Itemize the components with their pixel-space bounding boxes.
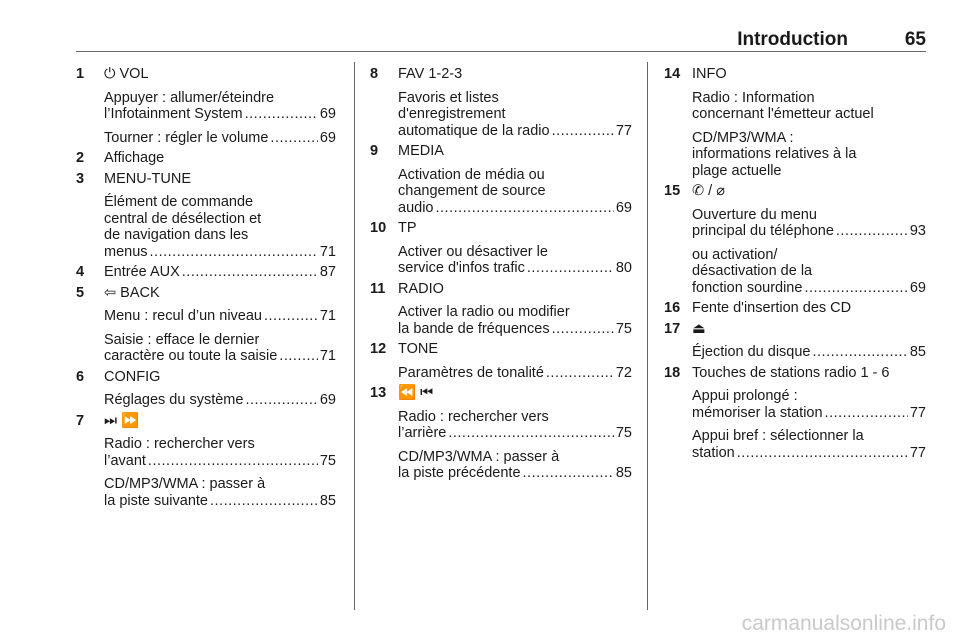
legend-entry — [664, 365, 926, 462]
description-text: mémoriser la station — [692, 404, 823, 421]
entry-description — [104, 436, 336, 469]
column-divider-1 — [354, 62, 355, 610]
description-toc-line — [398, 200, 632, 217]
description-toc-line — [692, 223, 926, 240]
entry-heading-text: Entrée AUX — [104, 264, 180, 280]
entry-description — [692, 130, 926, 180]
entry-heading: CONFIG — [104, 368, 161, 385]
description-text: audio — [398, 199, 434, 216]
description-text: fonction sourdine — [692, 279, 803, 296]
dot-leader — [435, 200, 613, 217]
entry-number: 7 — [76, 412, 85, 429]
description-line: Ouverture du menu — [692, 206, 817, 223]
entry-description — [692, 388, 926, 421]
description-text: la piste suivante — [104, 492, 208, 509]
entry-number: 9 — [370, 143, 379, 159]
description-text: Paramètres de tonalité — [398, 364, 544, 381]
description-text: la piste précédente — [398, 465, 521, 481]
page-reference: 71 — [319, 243, 336, 260]
page-reference: 85 — [319, 492, 336, 509]
page-reference: 69 — [909, 279, 926, 296]
entry-description — [692, 90, 926, 123]
description-line: Appui bref : sélectionner la — [692, 428, 864, 444]
page-reference: 75 — [615, 320, 632, 337]
description-line: ou activation/ — [692, 246, 778, 263]
dot-leader — [270, 130, 317, 147]
entry-description — [104, 194, 336, 260]
description-toc-line — [398, 260, 632, 277]
entry-number: 5 — [76, 284, 85, 301]
description-line: Activer ou désactiver le — [398, 243, 548, 260]
page-reference: 75 — [319, 452, 336, 469]
legend-entry — [76, 369, 336, 409]
page-reference: 77 — [909, 444, 926, 461]
dot-leader — [150, 244, 318, 261]
dot-leader — [836, 223, 908, 240]
page-reference: 69 — [615, 199, 632, 216]
entry-description — [104, 130, 336, 147]
entry-number: 18 — [664, 364, 681, 381]
page-reference: 85 — [909, 344, 926, 360]
page-reference: 71 — [319, 348, 336, 364]
entry-description — [398, 449, 632, 482]
entry-description — [398, 304, 632, 337]
entry-number: 10 — [370, 220, 387, 236]
legend-entry — [664, 321, 926, 361]
description-line: changement de source — [398, 183, 546, 199]
entry-heading: RADIO — [398, 280, 444, 297]
entry-heading: Fente d'insertion des CD — [692, 300, 852, 316]
description-line: de navigation dans les — [104, 227, 249, 243]
description-text: principal du téléphone — [692, 223, 834, 239]
page-reference: 77 — [909, 404, 926, 421]
description-text: Réglages du système — [104, 392, 244, 408]
entry-heading: TP — [398, 220, 417, 236]
description-toc-line — [398, 425, 632, 442]
entry-description — [398, 167, 632, 217]
entry-number: 6 — [76, 368, 85, 385]
entry-description — [104, 90, 336, 123]
entry-number: 4 — [76, 264, 85, 280]
entry-heading: TONE — [398, 341, 439, 357]
page-reference: 93 — [909, 223, 926, 239]
description-toc-line — [104, 453, 336, 470]
page-reference: 80 — [615, 260, 632, 276]
description-toc-line — [398, 123, 632, 140]
dot-leader — [552, 123, 614, 140]
entry-number: 8 — [370, 66, 379, 82]
description-line: Élément de commande — [104, 194, 254, 210]
dot-leader — [825, 405, 908, 422]
description-toc-line — [398, 465, 632, 482]
page-reference: 77 — [615, 122, 632, 139]
dot-leader — [804, 280, 907, 297]
description-text: station — [692, 444, 735, 461]
description-line: Radio : rechercher vers — [104, 436, 255, 452]
description-line: CD/MP3/WMA : passer à — [104, 476, 266, 492]
dot-leader — [264, 308, 318, 325]
description-line: désactivation de la — [692, 263, 813, 279]
entry-heading: ⏏ — [692, 320, 706, 337]
description-text: menus — [104, 243, 148, 260]
entry-description — [398, 409, 632, 442]
legend-entry — [370, 66, 632, 139]
entry-number: 2 — [76, 150, 85, 166]
header-rule — [76, 51, 926, 52]
entry-heading: ⇦ BACK — [104, 284, 160, 301]
description-toc-line — [692, 344, 926, 361]
description-toc-line — [104, 130, 336, 147]
description-line: CD/MP3/WMA : — [692, 129, 794, 146]
dot-leader — [148, 453, 318, 470]
entry-description — [692, 428, 926, 461]
column-1 — [76, 66, 336, 513]
description-text: caractère ou toute la saisie — [104, 348, 278, 364]
entry-description — [104, 308, 336, 325]
entry-heading: INFO — [692, 66, 727, 82]
dot-leader — [737, 445, 908, 462]
page-reference: 69 — [319, 106, 336, 122]
entry-heading: ⏪ ⏮ — [398, 385, 434, 401]
page-reference: 75 — [615, 425, 632, 441]
description-line: Activation de média ou — [398, 166, 545, 183]
entry-number: 3 — [76, 170, 85, 187]
page-reference: 71 — [319, 308, 336, 324]
entry-number: 13 — [370, 385, 387, 401]
entry-number: 17 — [664, 320, 681, 337]
entry-description — [104, 476, 336, 509]
legend-entry — [664, 300, 926, 317]
description-line: concernant l'émetteur actuel — [692, 106, 874, 122]
entry-heading: MEDIA — [398, 143, 444, 159]
dot-leader — [245, 392, 317, 409]
legend-entry — [76, 66, 336, 146]
legend-entry — [370, 281, 632, 338]
description-toc-line — [692, 280, 926, 297]
column-3 — [664, 66, 926, 465]
entry-heading: FAV 1-2-3 — [398, 66, 463, 82]
legend-entry — [76, 171, 336, 261]
dot-leader — [546, 365, 614, 382]
entry-heading: MENU-TUNE — [104, 170, 191, 187]
page-reference: 85 — [615, 465, 632, 481]
entry-description — [104, 332, 336, 365]
page-header — [76, 26, 926, 50]
page-reference: 69 — [319, 129, 336, 146]
entry-heading: ⏻ VOL — [104, 66, 149, 82]
description-toc-line — [398, 321, 632, 338]
entry-heading — [104, 264, 336, 281]
legend-entry — [664, 66, 926, 179]
entry-description — [692, 344, 926, 361]
description-line: d'enregistrement — [398, 106, 506, 122]
dot-leader — [210, 493, 318, 510]
description-toc-line — [104, 308, 336, 325]
legend-entry — [76, 285, 336, 365]
entry-heading: ⏭ ⏩ — [104, 412, 140, 429]
entry-number: 11 — [370, 280, 386, 297]
column-2 — [370, 66, 632, 486]
description-toc-line — [104, 493, 336, 510]
description-toc-line — [104, 348, 336, 365]
legend-entry — [370, 143, 632, 216]
description-line: CD/MP3/WMA : passer à — [398, 448, 560, 465]
entry-description — [398, 244, 632, 277]
legend-entry — [76, 413, 336, 510]
description-line: Activer la radio ou modifier — [398, 304, 570, 320]
legend-entry — [664, 183, 926, 296]
description-text: l’avant — [104, 452, 146, 469]
entry-description — [692, 207, 926, 240]
column-divider-2 — [647, 62, 648, 610]
dot-leader — [527, 260, 614, 277]
description-line: Saisie : efface le dernier — [104, 331, 260, 348]
entry-heading: ✆ / ⌀ — [692, 183, 725, 199]
description-text: la bande de fréquences — [398, 320, 550, 337]
entry-number: 12 — [370, 341, 387, 357]
page-number: 65 — [904, 29, 926, 50]
description-toc-line — [104, 392, 336, 409]
entry-description — [398, 90, 632, 140]
page-reference: 69 — [319, 392, 336, 408]
description-text: Menu : recul d’un niveau — [104, 308, 262, 324]
legend-entry — [76, 150, 336, 167]
description-toc-line — [692, 405, 926, 422]
page-reference: 87 — [319, 264, 336, 280]
entry-number: 14 — [664, 66, 681, 82]
entry-number: 1 — [76, 66, 85, 82]
description-toc-line — [104, 106, 336, 123]
description-text: service d'infos trafic — [398, 260, 525, 276]
dot-leader — [182, 264, 318, 281]
legend-entry — [370, 341, 632, 381]
entry-heading: Touches de stations radio 1 - 6 — [692, 364, 890, 381]
description-toc-line — [692, 445, 926, 462]
entry-number: 16 — [664, 300, 681, 316]
dot-leader — [279, 348, 318, 365]
description-line: central de désélection et — [104, 210, 262, 227]
description-toc-line — [398, 365, 632, 382]
dot-leader — [523, 465, 614, 482]
description-line: Appui prolongé : — [692, 388, 798, 404]
watermark: carmanualsonline.info — [741, 612, 946, 635]
legend-entry — [370, 220, 632, 277]
description-text: l’Infotainment System — [104, 106, 243, 122]
dot-leader — [552, 321, 614, 338]
entry-number: 15 — [664, 183, 681, 199]
entry-heading: Affichage — [104, 150, 165, 166]
description-line: plage actuelle — [692, 162, 782, 179]
legend-entry — [76, 264, 336, 281]
entry-description — [104, 392, 336, 409]
description-toc-line — [104, 244, 336, 261]
entry-description — [692, 247, 926, 297]
entry-description — [398, 365, 632, 382]
description-line: Favoris et listes — [398, 89, 499, 106]
description-text: l’arrière — [398, 425, 447, 441]
legend-entry — [370, 385, 632, 482]
dot-leader — [245, 106, 318, 123]
description-text: automatique de la radio — [398, 122, 550, 139]
description-text: Tourner : régler le volume — [104, 129, 269, 146]
section-title: Introduction — [737, 29, 848, 50]
description-text: Éjection du disque — [692, 344, 811, 360]
dot-leader — [813, 344, 908, 361]
description-line: Appuyer : allumer/éteindre — [104, 89, 275, 106]
description-line: Radio : rechercher vers — [398, 408, 549, 425]
dot-leader — [448, 425, 614, 442]
description-line: Radio : Information — [692, 89, 815, 106]
description-line: informations relatives à la — [692, 146, 857, 162]
page-reference: 72 — [615, 364, 632, 381]
